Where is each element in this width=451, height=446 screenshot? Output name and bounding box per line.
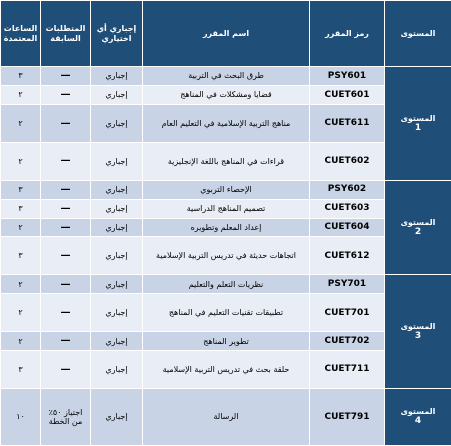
course-name-cell: إعداد المعلم وتطويره xyxy=(143,218,310,237)
credit-hours-cell: ٢ xyxy=(1,332,41,351)
course-type-cell: إجباري xyxy=(91,275,143,294)
course-code-cell: CUET611 xyxy=(310,104,385,142)
prerequisite-cell: — xyxy=(41,332,91,351)
course-type-cell: إجباري xyxy=(91,332,143,351)
prerequisite-cell: — xyxy=(41,199,91,218)
prerequisite-cell: — xyxy=(41,142,91,180)
course-type-cell: إجباري xyxy=(91,67,143,86)
course-name-cell: قراءات في المناهج باللغة الإنجليزية xyxy=(143,142,310,180)
course-type-cell: إجباري xyxy=(91,389,143,446)
course-type-cell: إجباري xyxy=(91,218,143,237)
course-name-cell: قضايا ومشكلات في المناهج xyxy=(143,85,310,104)
course-name-cell: تطبيقات تقنيات التعليم في المناهج xyxy=(143,294,310,332)
course-type-cell: إجباري xyxy=(91,180,143,199)
prerequisite-cell: — xyxy=(41,85,91,104)
course-name-cell: الإحصاء التربوي xyxy=(143,180,310,199)
course-type-cell: إجباري xyxy=(91,237,143,275)
course-code-cell: PSY701 xyxy=(310,275,385,294)
table-row xyxy=(1,294,451,332)
course-name-cell: الرسالة xyxy=(143,389,310,446)
prerequisite-cell: — xyxy=(41,237,91,275)
credit-hours-cell: ٢ xyxy=(1,104,41,142)
prerequisite-cell: اجتياز ٥٠٪ من الخطة xyxy=(41,389,91,446)
level-label: المستوى xyxy=(400,113,436,123)
credit-hours-cell: ٣ xyxy=(1,67,41,86)
course-name-cell: تصميم المناهج الدراسية xyxy=(143,199,310,218)
course-code-cell: CUET601 xyxy=(310,85,385,104)
table-row xyxy=(1,389,451,446)
course-code-cell: CUET602 xyxy=(310,142,385,180)
credit-hours-cell: ٢ xyxy=(1,142,41,180)
course-type-cell: إجباري xyxy=(91,351,143,389)
credit-hours-cell: ١٠ xyxy=(1,389,41,446)
header-row xyxy=(1,1,451,67)
course-type-cell: إجباري xyxy=(91,104,143,142)
course-name-cell: نظريات التعلم والتعليم xyxy=(143,275,310,294)
table-row xyxy=(1,332,451,351)
prerequisite-cell: — xyxy=(41,67,91,86)
course-code-cell: CUET612 xyxy=(310,237,385,275)
course-name-cell: طرق البحث في التربية xyxy=(143,67,310,86)
level-label: المستوى xyxy=(400,321,436,331)
header-credit-hours: الساعات المعتمدة xyxy=(1,1,41,67)
credit-hours-cell: ٢ xyxy=(1,85,41,104)
credit-hours-cell: ٢ xyxy=(1,218,41,237)
level-4-cell xyxy=(385,389,451,446)
prerequisite-cell: — xyxy=(41,104,91,142)
course-type-cell: إجباري xyxy=(91,142,143,180)
course-code-cell: PSY602 xyxy=(310,180,385,199)
course-code-cell: CUET702 xyxy=(310,332,385,351)
prerequisite-cell: — xyxy=(41,218,91,237)
prerequisite-cell: — xyxy=(41,275,91,294)
course-code-cell: CUET603 xyxy=(310,199,385,218)
course-name-cell: مناهج التربية الإسلامية في التعليم العام xyxy=(143,104,310,142)
table-row xyxy=(1,142,451,180)
course-type-cell: إجباري xyxy=(91,199,143,218)
level-number: 3 xyxy=(414,331,422,342)
credit-hours-cell: ٢ xyxy=(1,294,41,332)
course-code-cell: PSY601 xyxy=(310,67,385,86)
credit-hours-cell: ٣ xyxy=(1,180,41,199)
course-type-cell: إجباري xyxy=(91,85,143,104)
level-number: 2 xyxy=(414,226,422,237)
level-label: المستوى xyxy=(400,217,436,227)
level-3-cell xyxy=(385,275,451,389)
credit-hours-cell: ٣ xyxy=(1,199,41,218)
table-row xyxy=(1,104,451,142)
header-required-or-elective: إجباري أي اختياري xyxy=(91,1,143,67)
course-code-cell: CUET604 xyxy=(310,218,385,237)
course-name-cell: اتجاهات حديثة في تدريس التربية الإسلامية xyxy=(143,237,310,275)
course-code-cell: CUET711 xyxy=(310,351,385,389)
prerequisite-cell: — xyxy=(41,180,91,199)
table-row xyxy=(1,180,451,199)
level-label: المستوى xyxy=(400,407,436,417)
table-row xyxy=(1,237,451,275)
table-row xyxy=(1,85,451,104)
header-course-code: رمز المقرر xyxy=(310,1,385,67)
header-course-name: اسم المقرر xyxy=(143,1,310,67)
level-2-cell xyxy=(385,180,451,275)
table-row xyxy=(1,275,451,294)
prerequisite-cell: — xyxy=(41,351,91,389)
course-code-cell: CUET701 xyxy=(310,294,385,332)
table-row xyxy=(1,351,451,389)
credit-hours-cell: ٣ xyxy=(1,351,41,389)
credit-hours-cell: ٣ xyxy=(1,237,41,275)
prerequisite-cell: — xyxy=(41,294,91,332)
course-type-cell: إجباري xyxy=(91,294,143,332)
course-name-cell: حلقة بحث في تدريس التربية الإسلامية xyxy=(143,351,310,389)
level-number: 4 xyxy=(414,416,422,427)
table-row xyxy=(1,199,451,218)
course-name-cell: تطوير المناهج xyxy=(143,332,310,351)
level-number: 1 xyxy=(414,122,422,133)
credit-hours-cell: ٢ xyxy=(1,275,41,294)
table-row xyxy=(1,218,451,237)
header-level: المستوى xyxy=(385,1,451,67)
level-1-cell xyxy=(385,67,451,181)
table-row xyxy=(1,67,451,86)
course-code-cell: CUET791 xyxy=(310,389,385,446)
header-prerequisites: المتطلبات السابقة xyxy=(41,1,91,67)
